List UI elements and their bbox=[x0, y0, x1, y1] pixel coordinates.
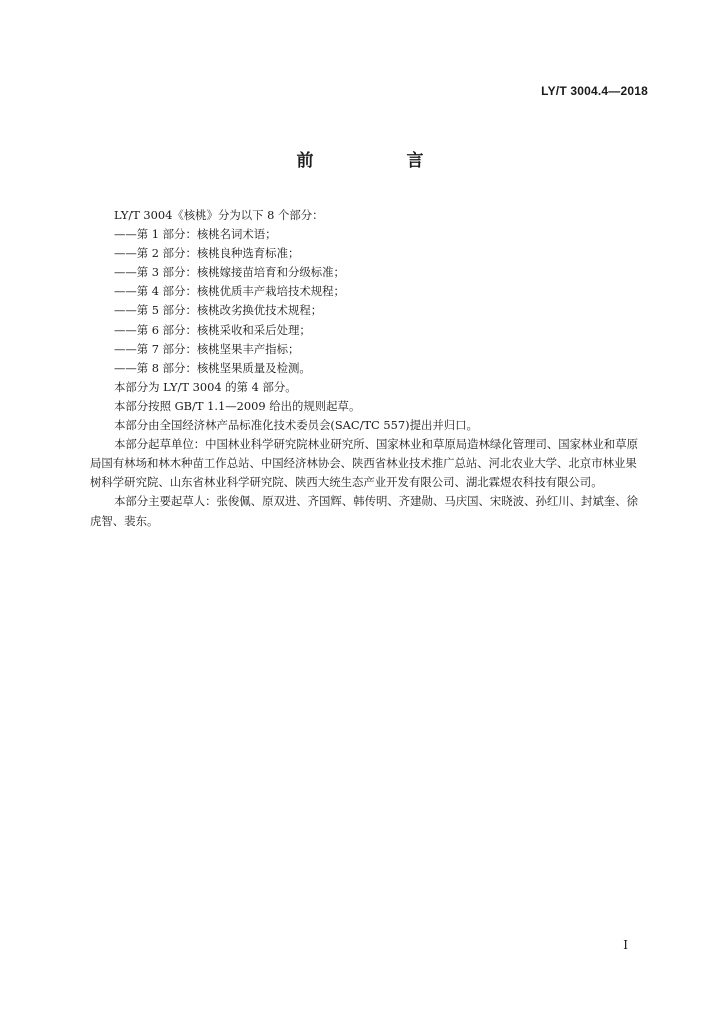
part-item-1: ——第 1 部分：核桃名词术语； bbox=[114, 227, 277, 242]
standard-code: LY/T 3004.4—2018 bbox=[541, 84, 648, 98]
part-item-8: ——第 8 部分：核桃坚果质量及检测。 bbox=[114, 360, 311, 375]
part-item-7: ——第 7 部分：核桃坚果丰产指标； bbox=[114, 341, 300, 356]
page-number: I bbox=[623, 938, 628, 952]
part-item-6: ——第 6 部分：核桃采收和采后处理； bbox=[114, 322, 311, 337]
proposer-statement: 本部分由全国经济林产品标准化技术委员会(SAC/TC 557)提出并归口。 bbox=[114, 418, 478, 433]
part-item-5: ——第 5 部分：核桃改劣换优技术规程； bbox=[114, 303, 323, 318]
page-title: 前 言 bbox=[296, 151, 462, 171]
part-item-2: ——第 2 部分：核桃良种选育标准； bbox=[114, 246, 300, 261]
foreword-body bbox=[90, 206, 646, 531]
drafting-units: 本部分起草单位：中国林业科学研究院林业研究所、国家林业和草原局造林绿化管理司、国家林业和草原局国有林场和林木种苗工作总站、中国经济林协会、陕西省林业技术推广总站、河北农业大学、北京市林业果树科学研究院、山东省林业科学研究院、陕西大统生态产业开发有限公司、湖北霖煜农科技有限公司。 bbox=[90, 437, 638, 490]
drafting-rules: 本部分按照 GB/T 1.1—2009 给出的规则起草。 bbox=[114, 398, 361, 413]
part-item-4: ——第 4 部分：核桃优质丰产栽培技术规程； bbox=[114, 284, 345, 299]
main-drafters: 本部分主要起草人：张俊佩、原双进、齐国辉、韩传明、齐建勋、马庆国、宋晓波、孙红川、封斌奎、徐虎智、裴东。 bbox=[90, 494, 638, 528]
intro-line: LY/T 3004《核桃》分为以下 8 个部分： bbox=[114, 208, 324, 222]
part-item-3: ——第 3 部分：核桃嫁接苗培育和分级标准； bbox=[114, 265, 345, 280]
part-statement: 本部分为 LY/T 3004 的第 4 部分。 bbox=[114, 379, 297, 394]
